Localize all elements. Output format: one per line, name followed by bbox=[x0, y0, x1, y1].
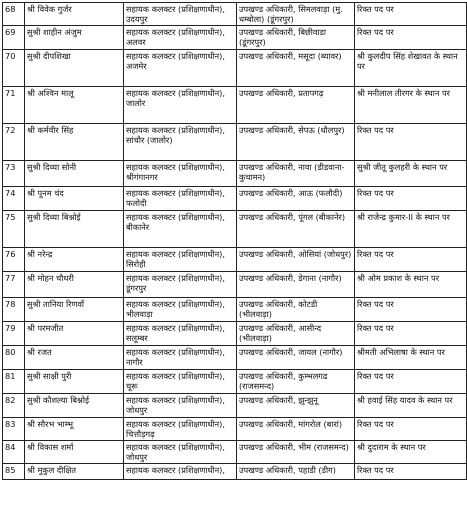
current-post: सहायक कलक्टर (प्रशिक्षणाधीन), अजमेर bbox=[124, 50, 237, 87]
serial-number: 68 bbox=[3, 3, 25, 26]
new-posting: उपखण्ड अधिकारी, डेगाना (नागौर) bbox=[237, 272, 355, 298]
new-posting: उपखण्ड अधिकारी, आसीन्द (भीलवाड़ा) bbox=[237, 322, 355, 346]
serial-number: 81 bbox=[3, 370, 25, 394]
vacancy-remark: श्री राजेन्द्र कुमार-II के स्थान पर bbox=[355, 211, 467, 248]
vacancy-remark: रिक्त पद पर bbox=[355, 26, 467, 50]
current-post: सहायक कलक्टर (प्रशिक्षणाधीन), नागौर bbox=[124, 346, 237, 370]
serial-number: 78 bbox=[3, 298, 25, 322]
table-row bbox=[3, 26, 467, 50]
serial-number: 71 bbox=[3, 87, 25, 124]
officer-name: श्री विकास शर्मा bbox=[25, 441, 124, 464]
officer-name: श्री अश्विन मालू bbox=[25, 87, 124, 124]
serial-number: 84 bbox=[3, 441, 25, 464]
officer-name: श्री कर्मवीर सिंह bbox=[25, 124, 124, 161]
serial-number: 70 bbox=[3, 50, 25, 87]
current-post: सहायक कलक्टर (प्रशिक्षणाधीन), फलोदी bbox=[124, 187, 237, 211]
table-row bbox=[3, 418, 467, 441]
new-posting: उपखण्ड अधिकारी, मसूदा (ब्यावर) bbox=[237, 50, 355, 87]
table-row bbox=[3, 298, 467, 322]
officer-name: सुश्री तानिया रिणवॉं bbox=[25, 298, 124, 322]
table-row bbox=[3, 322, 467, 346]
new-posting: उपखण्ड अधिकारी, झुन्झुनू bbox=[237, 394, 355, 418]
current-post: सहायक कलक्टर (प्रशिक्षणाधीन), जालोर bbox=[124, 87, 237, 124]
serial-number: 82 bbox=[3, 394, 25, 418]
current-post: सहायक कलक्टर (प्रशिक्षणाधीन), भीलवाड़ा bbox=[124, 298, 237, 322]
vacancy-remark: श्री ओम प्रकाश के स्थान पर bbox=[355, 272, 467, 298]
serial-number: 75 bbox=[3, 211, 25, 248]
new-posting: उपखण्ड अधिकारी, जायल (नागौर) bbox=[237, 346, 355, 370]
officer-name: सुश्री कौशल्या बिश्नोई bbox=[25, 394, 124, 418]
serial-number: 79 bbox=[3, 322, 25, 346]
posting-table-body bbox=[3, 3, 467, 480]
table-row bbox=[3, 87, 467, 124]
new-posting: उपखण्ड अधिकारी, सेपऊ (धौलपुर) bbox=[237, 124, 355, 161]
vacancy-remark: श्रीमती अभिलाषा के स्थान पर bbox=[355, 346, 467, 370]
vacancy-remark: श्री कुलदीप सिंह शेखावत के स्थान पर bbox=[355, 50, 467, 87]
officer-name: श्री रजत bbox=[25, 346, 124, 370]
new-posting: उपखण्ड अधिकारी, बिछीवाडा (डूंगरपुर) bbox=[237, 26, 355, 50]
table-row bbox=[3, 211, 467, 248]
table-row bbox=[3, 187, 467, 211]
officer-name: श्री मुकुल दीक्षित bbox=[25, 464, 124, 480]
serial-number: 76 bbox=[3, 248, 25, 272]
officer-name: श्री मोहन चौधरी bbox=[25, 272, 124, 298]
vacancy-remark: रिक्त पद पर bbox=[355, 298, 467, 322]
current-post: सहायक कलक्टर (प्रशिक्षणाधीन), चूरू bbox=[124, 370, 237, 394]
officer-name: श्री पूनम चंद bbox=[25, 187, 124, 211]
officer-name: सुश्री साक्षी पुरी bbox=[25, 370, 124, 394]
current-post: सहायक कलक्टर (प्रशिक्षणाधीन), श्रीगंगानगर bbox=[124, 161, 237, 187]
new-posting: उपखण्ड अधिकारी, पूंगल (बीकानेर) bbox=[237, 211, 355, 248]
serial-number: 83 bbox=[3, 418, 25, 441]
current-post: सहायक कलक्टर (प्रशिक्षणाधीन), सिरोही bbox=[124, 248, 237, 272]
vacancy-remark: रिक्त पद पर bbox=[355, 187, 467, 211]
current-post: सहायक कलक्टर (प्रशिक्षणाधीन), जोधपुर bbox=[124, 394, 237, 418]
table-row bbox=[3, 370, 467, 394]
serial-number: 69 bbox=[3, 26, 25, 50]
vacancy-remark: सुश्री जीतू कुलहरी के स्थान पर bbox=[355, 161, 467, 187]
officer-name: सुश्री दिव्या बिश्नोई bbox=[25, 211, 124, 248]
officer-name: श्री विवेक गुर्जर bbox=[25, 3, 124, 26]
vacancy-remark: रिक्त पद पर bbox=[355, 3, 467, 26]
table-row bbox=[3, 464, 467, 480]
current-post: सहायक कलक्टर (प्रशिक्षणाधीन), सलूम्बर bbox=[124, 322, 237, 346]
vacancy-remark: रिक्त पद पर bbox=[355, 322, 467, 346]
current-post: सहायक कलक्टर (प्रशिक्षणाधीन), सांचौर (जालोर) bbox=[124, 124, 237, 161]
new-posting: उपखण्ड अधिकारी, मांगरोल (बारां) bbox=[237, 418, 355, 441]
serial-number: 80 bbox=[3, 346, 25, 370]
vacancy-remark: श्री मनीलाल तीरगर के स्थान पर bbox=[355, 87, 467, 124]
vacancy-remark: रिक्त पद पर bbox=[355, 248, 467, 272]
table-row bbox=[3, 161, 467, 187]
serial-number: 77 bbox=[3, 272, 25, 298]
posting-table bbox=[2, 2, 467, 480]
new-posting: उपखण्ड अधिकारी, कुम्भलगढ (राजसमन्द) bbox=[237, 370, 355, 394]
current-post: सहायक कलक्टर (प्रशिक्षणाधीन), bbox=[124, 464, 237, 480]
vacancy-remark: श्री दुदाराम के स्थान पर bbox=[355, 441, 467, 464]
current-post: सहायक कलक्टर (प्रशिक्षणाधीन), अलवर bbox=[124, 26, 237, 50]
officer-name: श्री परमजीत bbox=[25, 322, 124, 346]
table-row bbox=[3, 248, 467, 272]
new-posting: उपखण्ड अधिकारी, भीम (राजसमन्द) bbox=[237, 441, 355, 464]
table-row bbox=[3, 346, 467, 370]
current-post: सहायक कलक्टर (प्रशिक्षणाधीन), बीकानेर bbox=[124, 211, 237, 248]
table-row bbox=[3, 3, 467, 26]
serial-number: 74 bbox=[3, 187, 25, 211]
serial-number: 72 bbox=[3, 124, 25, 161]
vacancy-remark: रिक्त पद पर bbox=[355, 418, 467, 441]
vacancy-remark: रिक्त पद पर bbox=[355, 370, 467, 394]
new-posting: उपखण्ड अधिकारी, नावा (डीडवाना-कुचामन) bbox=[237, 161, 355, 187]
vacancy-remark: श्री हवाई सिंह यादव के स्थान पर bbox=[355, 394, 467, 418]
table-row bbox=[3, 50, 467, 87]
table-row bbox=[3, 441, 467, 464]
officer-name: सुश्री दीपशिखा bbox=[25, 50, 124, 87]
new-posting: उपखण्ड अधिकारी, पहाडी (डीग) bbox=[237, 464, 355, 480]
officer-name: श्री सौरभ भाम्भू bbox=[25, 418, 124, 441]
serial-number: 85 bbox=[3, 464, 25, 480]
current-post: सहायक कलक्टर (प्रशिक्षणाधीन), उदयपुर bbox=[124, 3, 237, 26]
new-posting: उपखण्ड अधिकारी, ओसियां (जोधपुर) bbox=[237, 248, 355, 272]
table-row bbox=[3, 394, 467, 418]
new-posting: उपखण्ड अधिकारी, आऊ (फलौदी) bbox=[237, 187, 355, 211]
table-row bbox=[3, 124, 467, 161]
new-posting: उपखण्ड अधिकारी, सिमलवाड़ा (मु. धम्बोला) (डूंगरपुर) bbox=[237, 3, 355, 26]
vacancy-remark: रिक्त पद पर bbox=[355, 464, 467, 480]
officer-name: श्री नरेन्द्र bbox=[25, 248, 124, 272]
current-post: सहायक कलक्टर (प्रशिक्षणाधीन), चित्तौड़गढ़ bbox=[124, 418, 237, 441]
current-post: सहायक कलक्टर (प्रशिक्षणाधीन), डूंगरपुर bbox=[124, 272, 237, 298]
officer-name: सुश्री दिव्या सोनी bbox=[25, 161, 124, 187]
serial-number: 73 bbox=[3, 161, 25, 187]
new-posting: उपखण्ड अधिकारी, कोटडी (भीलवाड़ा) bbox=[237, 298, 355, 322]
new-posting: उपखण्ड अधिकारी, प्रतापगढ़ bbox=[237, 87, 355, 124]
officer-name: सुश्री शाहीन अंजुम bbox=[25, 26, 124, 50]
vacancy-remark: रिक्त पद पर bbox=[355, 124, 467, 161]
table-row bbox=[3, 272, 467, 298]
current-post: सहायक कलक्टर (प्रशिक्षणाधीन), जोधपुर bbox=[124, 441, 237, 464]
